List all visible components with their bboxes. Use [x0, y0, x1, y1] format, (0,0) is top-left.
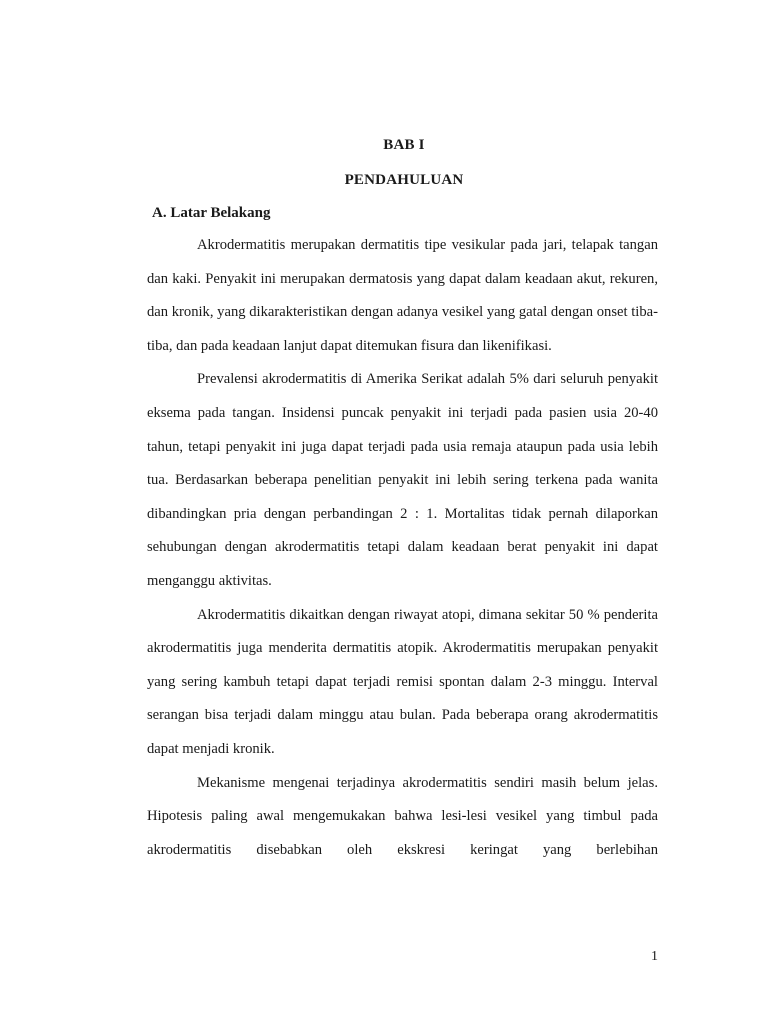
paragraph: Prevalensi akrodermatitis di Amerika Serikat adalah 5% dari seluruh penyakit eksema pada tangan. Insidensi puncak penyakit ini terjadi pada pasien usia 20-40 tahun, tetapi penyakit ini juga dapat terjadi pada usia remaja ataupun pada usia lebih tua. Berdasarkan beberapa penelitian penyakit ini lebih sering terkena pada wanita dibandingkan pria dengan perbandingan 2 : 1. Mortalitas tidak pernah dilaporkan sehubungan dengan akrodermatitis tetapi dalam keadaan berat penyakit ini dapat menganggu aktivitas. [147, 371, 658, 589]
chapter-title: PENDAHULUAN [344, 172, 464, 188]
paragraph-last: Mekanisme mengenai terjadinya akrodermatitis sendiri masih belum jelas. Hipotesis paling awal mengemukakan bahwa lesi-lesi vesikel yang timbul pada akrodermatitis disebabkan oleh ekskresi keringat yang berlebihan [147, 774, 658, 858]
paragraph: Akrodermatitis dikaitkan dengan riwayat atopi, dimana sekitar 50 % penderita akrodermatitis juga menderita dermatitis atopik. Akrodermatitis merupakan penyakit yang sering kambuh tetapi dapat terjadi remisi spontan dalam 2-3 minggu. Interval serangan bisa terjadi dalam minggu atau bulan. Pada beberapa orang akrodermatitis dapat menjadi kronik. [147, 606, 658, 757]
section-heading: A. Latar Belakang [152, 205, 271, 221]
page-number: 1 [651, 949, 658, 964]
chapter-heading: BAB I [383, 137, 425, 153]
body-text [147, 229, 658, 867]
paragraph: Akrodermatitis merupakan dermatitis tipe vesikular pada jari, telapak tangan dan kaki. Penyakit ini merupakan dermatosis yang dapat dalam keadaan akut, rekuren, dan kronik, yang dikarakteristikan dengan adanya vesikel yang gatal dengan onset tiba-tiba, dan pada keadaan lanjut dapat ditemukan fisura dan likenifikasi. [147, 237, 658, 354]
